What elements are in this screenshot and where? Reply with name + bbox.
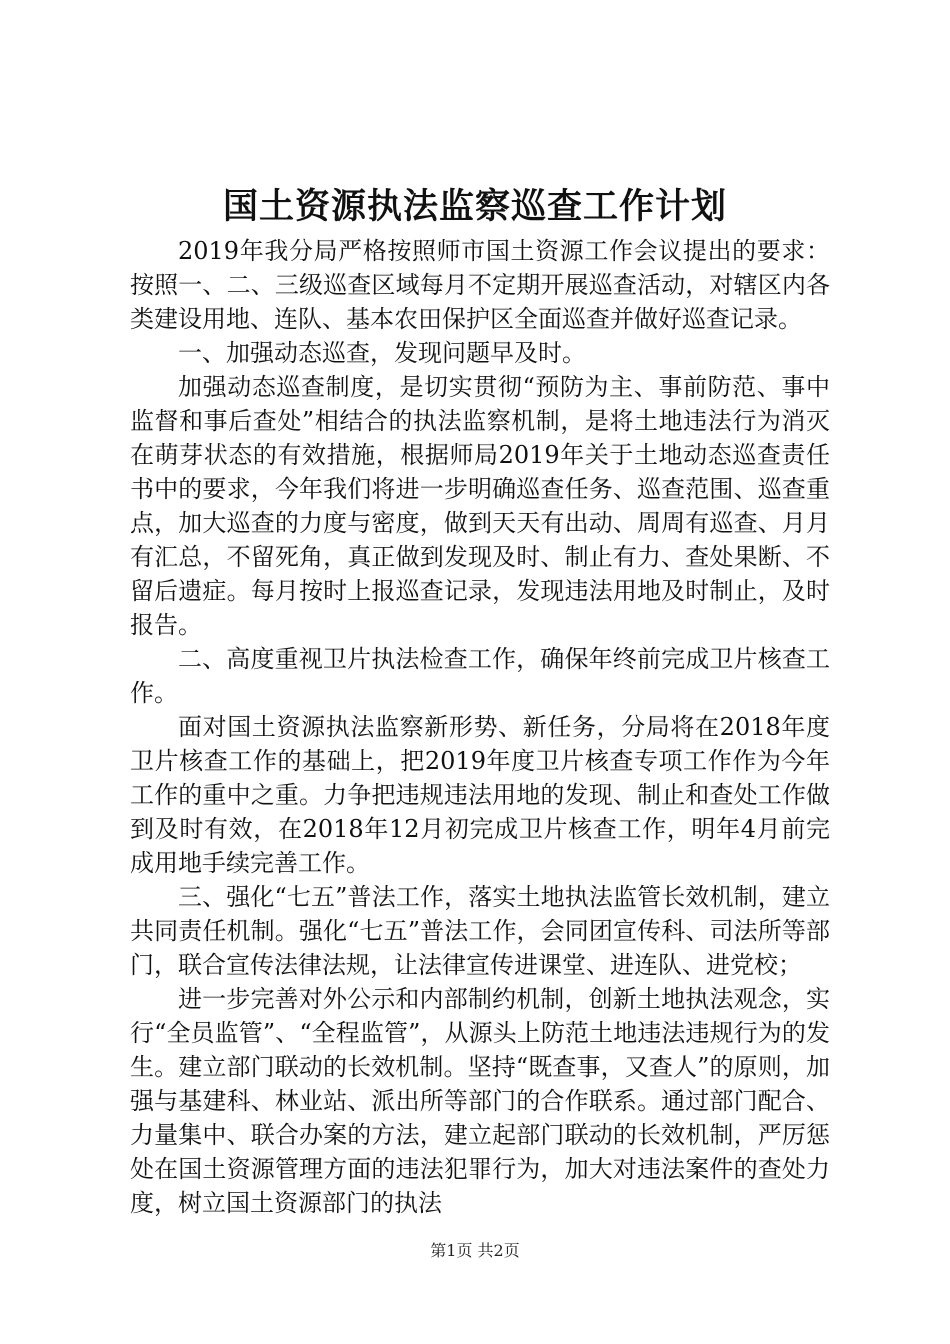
document-body [130,234,830,1220]
paragraph-dynamic-patrol: 加强动态巡查制度，是切实贯彻“预防为主、事前防范、事中监督和事后查处”相结合的执法监察机制，是将土地违法行为消灭在萌芽状态的有效措施，根据师局2019年关于土地动态巡查责任书中的要求，今年我们将进一步明确巡查任务、巡查范围、巡查重点，加大巡查的力度与密度，做到天天有出动、周周有巡查、月月有汇总，不留死角，真正做到发现及时、制止有力、查处果断、不留后遗症。每月按时上报巡查记录，发现违法用地及时制止，及时报告。 [130,373,830,639]
page-number-footer: 第1页 共2页 [430,1241,520,1260]
paragraph-intro: 2019年我分局严格按照师市国土资源工作会议提出的要求：按照一、二、三级巡查区域每月不定期开展巡查活动，对辖区内各类建设用地、连队、基本农田保护区全面巡查并做好巡查记录。 [130,237,830,333]
paragraph-mechanism: 进一步完善对外公示和内部制约机制，创新土地执法观念，实行“全员监管”、“全程监管”，从源头上防范土地违法违规行为的发生。建立部门联动的长效机制。坚持“既查事，又查人”的原则，加强与基建科、林业站、派出所等部门的合作联系。通过部门配合、力量集中、联合办案的方法，建立起部门联动的长效机制，严厉惩处在国土资源管理方面的违法犯罪行为，加大对违法案件的查处力度，树立国土资源部门的执法 [130,985,830,1217]
section-heading-1: 一、加强动态巡查，发现问题早及时。 [178,339,586,367]
paragraph-satellite-check: 面对国土资源执法监察新形势、新任务，分局将在2018年度卫片核查工作的基础上，把2019年度卫片核查专项工作作为今年工作的重中之重。力争把违规违法用地的发现、制止和查处工作做到及时有效，在2018年12月初完成卫片核查工作，明年4月前完成用地手续完善工作。 [130,713,830,877]
document-title: 国土资源执法监察巡查工作计划 [222,186,727,227]
section-heading-3: 三、强化“七五”普法工作，落实土地执法监管长效机制，建立共同责任机制。强化“七五”普法工作，会同团宣传科、司法所等部门，联合宣传法律法规，让法律宣传进课堂、进连队、进党校； [130,883,830,979]
section-heading-2: 二、高度重视卫片执法检查工作，确保年终前完成卫片核查工作。 [130,645,830,707]
